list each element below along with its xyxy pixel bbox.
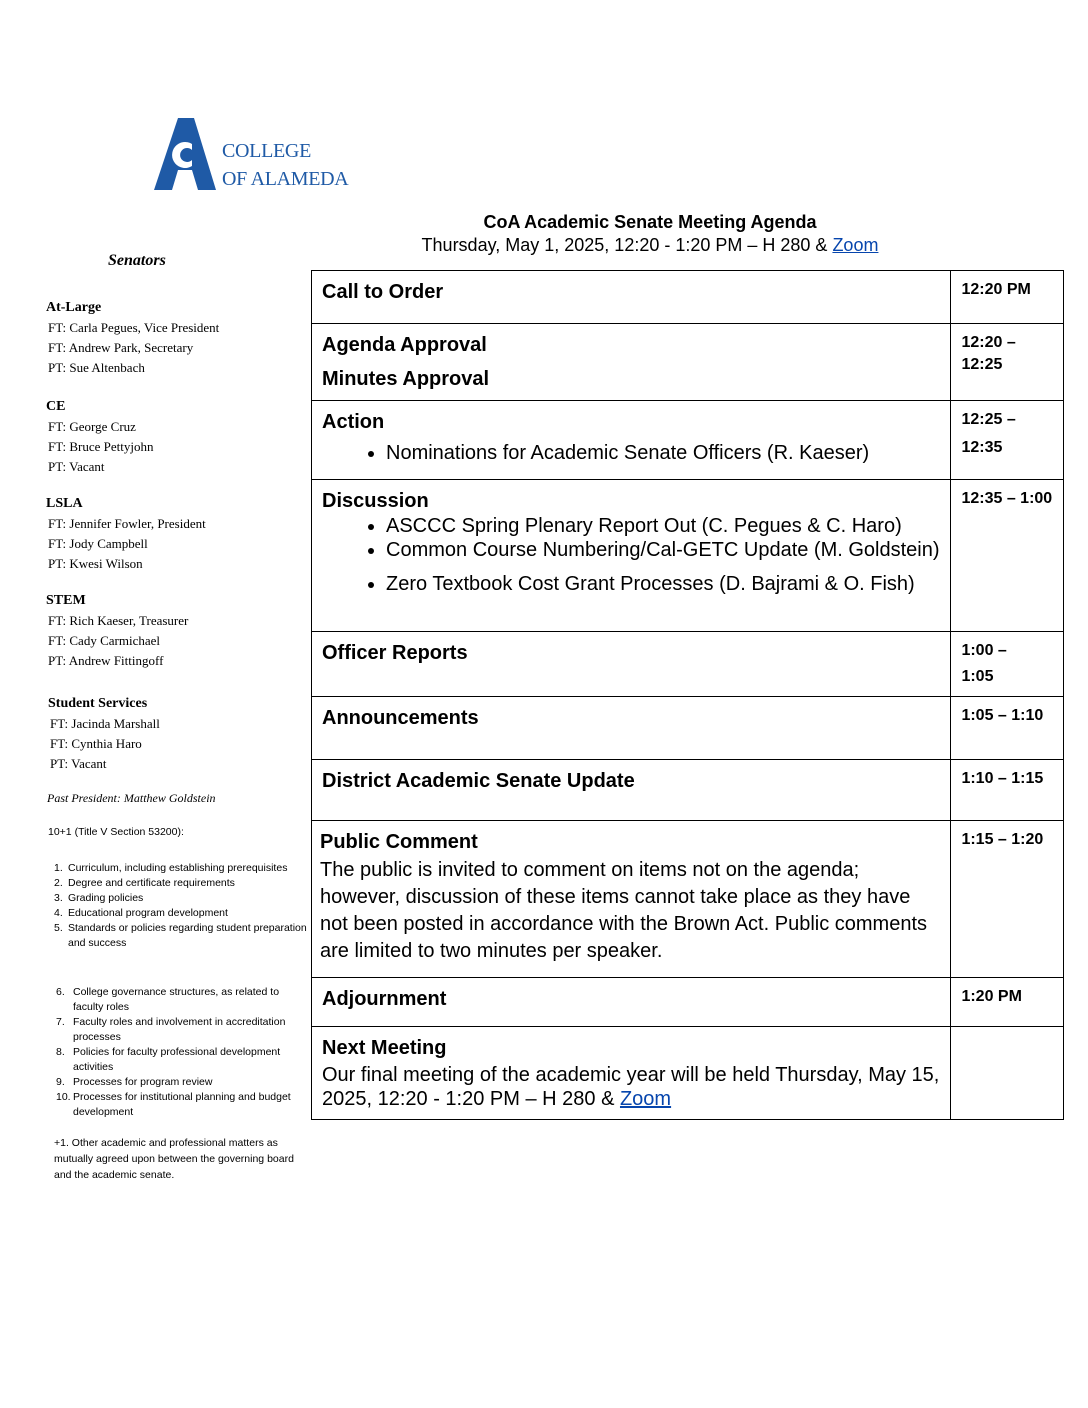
plus-one-note: +1. Other academic and professional matters as mutually agreed upon between the governing board and the academic senate.	[54, 1137, 294, 1181]
agenda-time: 12:35 – 1:00	[951, 480, 1064, 632]
senator-entry: FT: Cady Carmichael	[48, 633, 160, 648]
zoom-link[interactable]: Zoom	[832, 235, 879, 255]
agenda-item-title: Officer Reports	[322, 642, 468, 664]
senator-entry: FT: Andrew Park, Secretary	[48, 340, 194, 355]
ten-plus-one-list-b	[50, 985, 306, 1120]
agenda-row-district-update	[312, 760, 1064, 821]
public-comment-text: The public is invited to comment on items not on the agenda; however, discussion of these items cannot take place as they have not been posted in accordance with the Brown Act. Public comments are limited to two minutes per speaker.	[320, 859, 928, 962]
agenda-time: 1:10 – 1:15	[951, 760, 1064, 821]
agenda-item-title: Action	[322, 411, 385, 433]
list-item: • Common Course Numbering/Cal-GETC Update (M. Goldstein)	[386, 538, 940, 562]
ten-plus-one-heading: 10+1 (Title V Section 53200):	[48, 826, 184, 838]
next-meeting-text: Our final meeting of the academic year will be held Thursday, May 15, 2025, 12:20 - 1:20 PM – H 280 & Zoom	[322, 1064, 940, 1110]
agenda-time: 12:20 PM	[951, 271, 1064, 324]
list-item: 9. Processes for program review	[56, 1076, 213, 1088]
senator-entry: FT: Jacinda Marshall	[50, 716, 160, 731]
group-heading: At-Large	[46, 300, 102, 315]
group-heading: STEM	[46, 593, 86, 608]
agenda-row-public-comment	[312, 821, 1064, 978]
group-heading: LSLA	[46, 496, 83, 511]
agenda-time: 12:25 – 12:35	[951, 401, 1064, 480]
senator-group-stem	[46, 591, 188, 671]
meeting-datetime: Thursday, May 1, 2025, 12:20 - 1:20 PM – H 280 &	[421, 235, 833, 255]
list-item: 3. Grading policies	[54, 892, 144, 904]
list-item: 5. Standards or policies regarding student preparation and success	[54, 922, 307, 949]
list-item: 7. Faculty roles and involvement in accreditation processes	[56, 1016, 286, 1043]
senator-group-ce	[46, 397, 154, 477]
agenda-item-title: Adjournment	[322, 988, 447, 1010]
senator-entry: FT: Jennifer Fowler, President	[48, 516, 206, 531]
college-logo	[152, 116, 362, 194]
senator-group-lsla	[46, 494, 206, 574]
agenda-time: 1:15 – 1:20	[951, 821, 1064, 978]
senator-entry: FT: Rich Kaeser, Treasurer	[48, 613, 189, 628]
meeting-info	[310, 235, 990, 256]
list-item: 2. Degree and certificate requirements	[54, 877, 235, 889]
senator-entry: PT: Kwesi Wilson	[48, 556, 143, 571]
agenda-item-title: District Academic Senate Update	[322, 770, 635, 792]
agenda-row-officer-reports	[312, 632, 1064, 697]
agenda-bullets	[322, 514, 940, 596]
senator-entry: FT: Bruce Pettyjohn	[48, 439, 154, 454]
agenda-item-title: Public Comment	[320, 831, 478, 853]
page-title: CoA Academic Senate Meeting Agenda	[483, 212, 817, 232]
senator-group-at-large	[46, 298, 219, 378]
agenda-row-next-meeting	[312, 1027, 1064, 1120]
senator-entry: FT: Cynthia Haro	[50, 736, 142, 751]
agenda-item-title: Next Meeting	[322, 1037, 447, 1059]
logo-mark-icon	[152, 116, 222, 192]
senator-entry: FT: Carla Pegues, Vice President	[48, 320, 220, 335]
senators-heading: Senators	[108, 252, 166, 269]
agenda-table	[311, 270, 1064, 1120]
agenda-item-title: Call to Order	[322, 281, 444, 303]
senator-entry: PT: Andrew Fittingoff	[48, 653, 164, 668]
list-item: 4. Educational program development	[54, 907, 228, 919]
agenda-row-adjournment	[312, 978, 1064, 1027]
list-item: 10. Processes for institutional planning and budget development	[56, 1091, 291, 1118]
agenda-time: 1:00 – 1:05	[951, 632, 1064, 697]
ten-plus-one-list-a	[48, 861, 308, 951]
list-item: 1. Curriculum, including establishing prerequisites	[54, 862, 288, 874]
agenda-time: 1:05 – 1:10	[951, 697, 1064, 760]
agenda-row-discussion	[312, 480, 1064, 632]
logo-line-2: OF ALAMEDA	[222, 168, 349, 190]
senator-entry: PT: Sue Altenbach	[48, 360, 145, 375]
agenda-item-title: Announcements	[322, 707, 479, 729]
agenda-item-title: Discussion	[322, 490, 429, 512]
agenda-item-title: Agenda Approval	[322, 334, 487, 356]
agenda-row-call-to-order	[312, 271, 1064, 324]
group-heading: CE	[46, 399, 66, 414]
list-item: • ASCCC Spring Plenary Report Out (C. Pegues & C. Haro)	[386, 514, 940, 538]
logo-line-1: COLLEGE	[222, 140, 311, 162]
senator-entry: FT: George Cruz	[48, 419, 136, 434]
agenda-time: 12:20 – 12:25	[951, 324, 1064, 401]
senator-entry: PT: Vacant	[50, 756, 107, 771]
senator-entry: PT: Vacant	[48, 459, 105, 474]
past-president: Past President: Matthew Goldstein	[47, 791, 216, 805]
group-heading: Student Services	[48, 696, 148, 711]
list-item: 8. Policies for faculty professional development activities	[56, 1046, 281, 1073]
next-meeting-zoom-link[interactable]: Zoom	[619, 1088, 672, 1110]
senator-group-student-services	[48, 694, 160, 774]
agenda-time-empty	[951, 1027, 1064, 1120]
agenda-item-title: Minutes Approval	[322, 368, 490, 390]
agenda-bullets	[322, 441, 940, 465]
agenda-row-announcements	[312, 697, 1064, 760]
agenda-row-action	[312, 401, 1064, 480]
senator-entry: FT: Jody Campbell	[48, 536, 148, 551]
list-item: 6. College governance structures, as related to faculty roles	[56, 986, 280, 1013]
list-item: • Zero Textbook Cost Grant Processes (D. Bajrami & O. Fish)	[386, 572, 940, 596]
agenda-time: 1:20 PM	[951, 978, 1064, 1027]
list-item: • Nominations for Academic Senate Officers (R. Kaeser)	[386, 441, 940, 465]
agenda-row-approvals	[312, 324, 1064, 401]
